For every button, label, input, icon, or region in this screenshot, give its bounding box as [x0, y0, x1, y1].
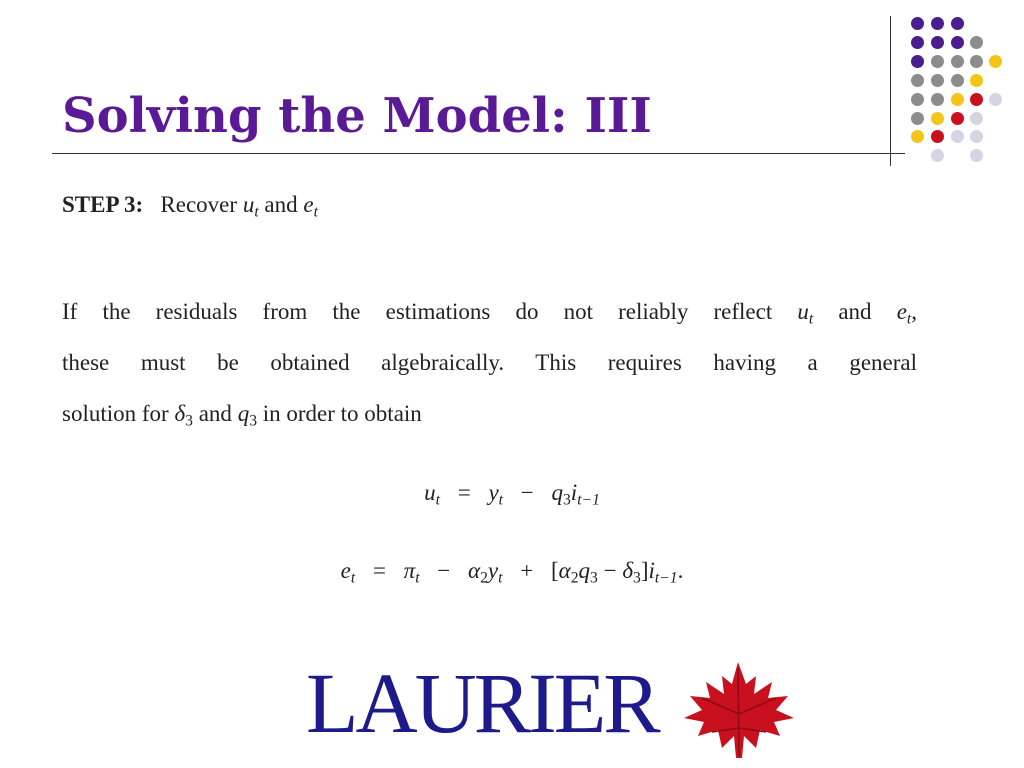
- dot: [970, 130, 983, 143]
- dot: [911, 112, 924, 125]
- dot: [970, 149, 983, 162]
- dot: [970, 112, 983, 125]
- step-label: STEP 3:: [62, 192, 144, 217]
- paragraph-line-1: If the residuals from the estimations do not reliably reflect $u_t$ and $e_t$,: [62, 299, 917, 328]
- dot: [931, 17, 944, 30]
- dot: [911, 93, 924, 106]
- dot: [911, 130, 924, 143]
- dot: [931, 112, 944, 125]
- dot: [970, 55, 983, 68]
- dot: [931, 74, 944, 87]
- corner-vertical-rule: [890, 16, 891, 166]
- dot: [931, 55, 944, 68]
- maple-leaf-icon: [676, 658, 802, 764]
- step-text: Recover: [160, 192, 238, 217]
- dot: [951, 55, 964, 68]
- equation-e: $e_t = \pi_t - \alpha_2y_t + [\alpha_2q_3 - \delta_3]i_{t-1}$.: [340, 558, 684, 587]
- equation-u: $u_t = y_t - q_3i_{t-1}$: [424, 480, 600, 509]
- dot: [951, 17, 964, 30]
- dot: [951, 112, 964, 125]
- paragraph-line-3: solution for $\delta_3$ and $q_3$ in order to obtain: [62, 401, 422, 430]
- dot: [931, 149, 944, 162]
- step-heading: [62, 192, 318, 221]
- step-conj: and: [264, 192, 298, 217]
- body-paragraph: [62, 286, 917, 439]
- var-e: $e_t$: [303, 192, 318, 221]
- dot: [970, 74, 983, 87]
- dot: [931, 130, 944, 143]
- dot: [911, 55, 924, 68]
- dot: [989, 93, 1002, 106]
- dot: [911, 17, 924, 30]
- dot: [970, 93, 983, 106]
- dot: [911, 36, 924, 49]
- dot: [970, 36, 983, 49]
- logo-wordmark: LAURIER: [306, 655, 658, 751]
- dot: [951, 36, 964, 49]
- dot: [989, 55, 1002, 68]
- dot: [951, 93, 964, 106]
- title-underline: [52, 153, 905, 154]
- dot: [931, 93, 944, 106]
- dot: [951, 130, 964, 143]
- dot: [931, 36, 944, 49]
- paragraph-line-2: these must be obtained algebraically. This requires having a general: [62, 350, 917, 375]
- slide-title: Solving the Model: III: [62, 88, 652, 144]
- laurier-logo: [306, 655, 806, 764]
- dot: [911, 74, 924, 87]
- dot: [951, 74, 964, 87]
- var-u: $u_t$: [242, 192, 259, 221]
